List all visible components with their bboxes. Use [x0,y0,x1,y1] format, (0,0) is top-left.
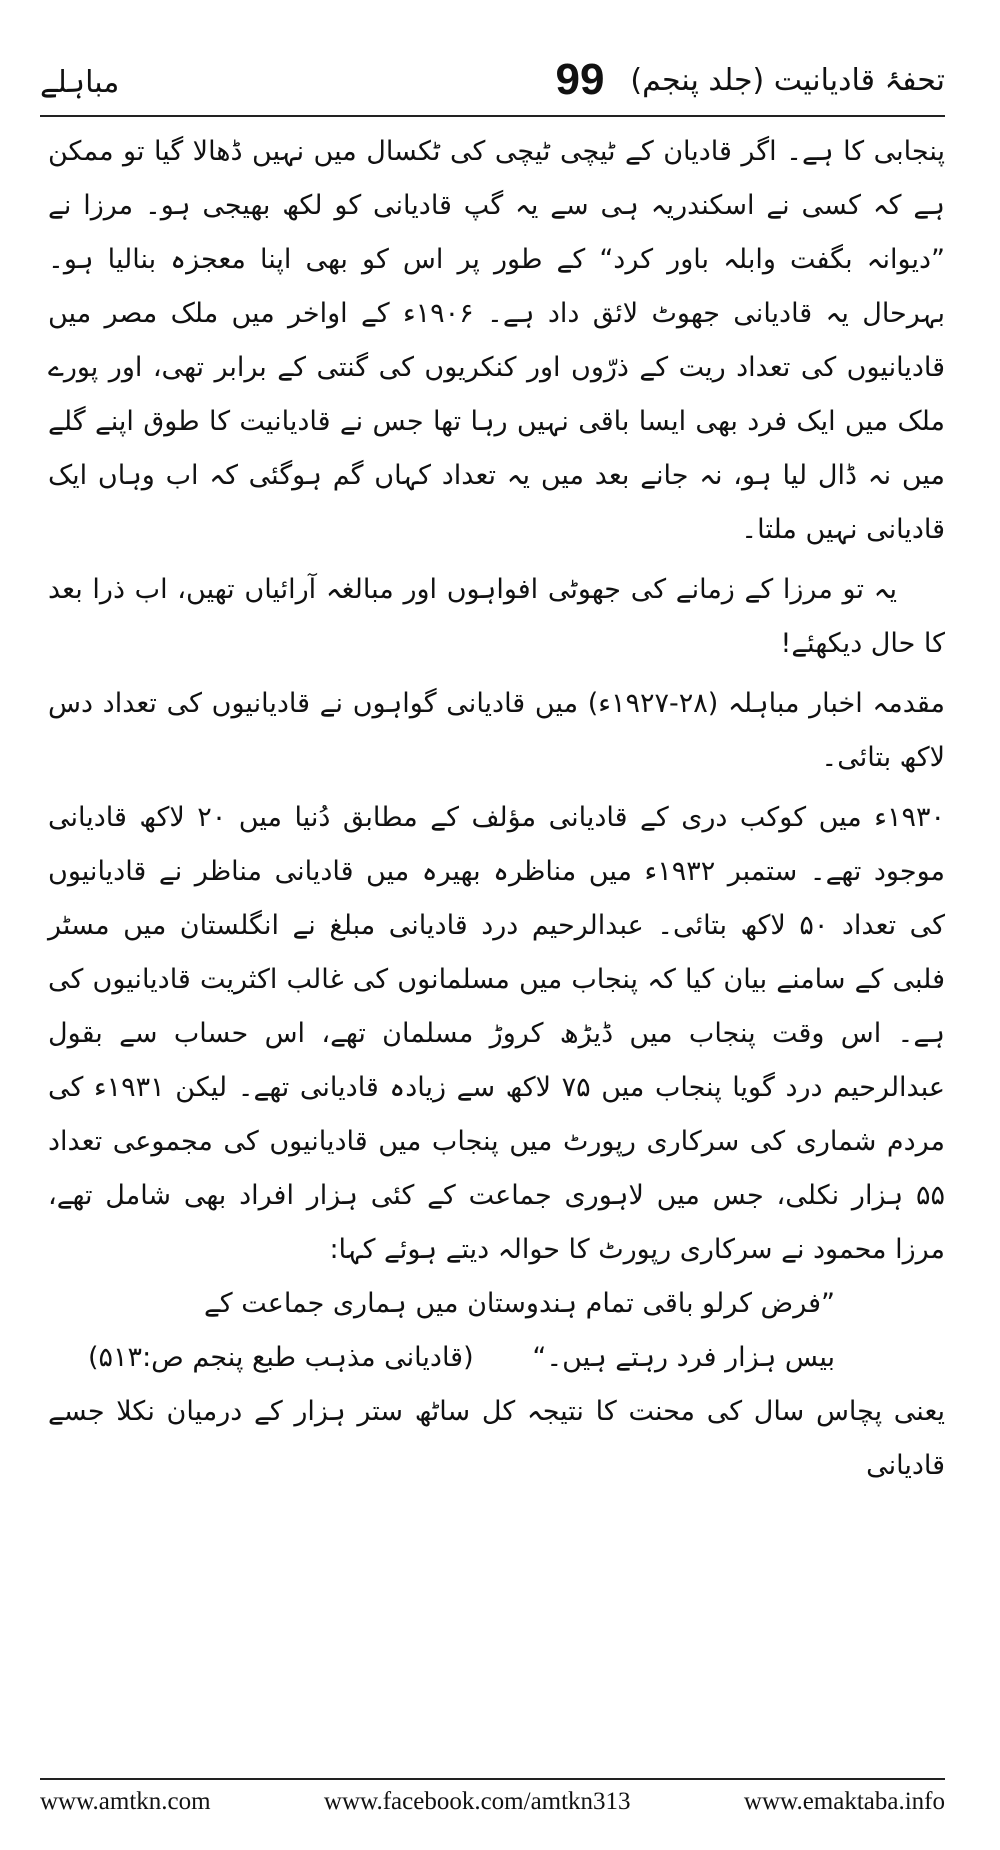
block-quote [48,1277,945,1385]
quote-line: بیس ہزار فرد رہتے ہیں۔“ [532,1342,835,1373]
quote-citation: (قادیانی مذہب طبع پنجم ص:۵۱۳) [88,1342,474,1373]
footer-rule [40,1778,945,1780]
page-body [48,125,945,1493]
quote-line: ”فرض کرلو باقی تمام ہندوستان میں ہماری جماعت کے [203,1288,835,1319]
header-rule [40,115,945,117]
page-number: 99 [555,55,605,104]
chapter-title: مباہلے [40,65,120,100]
paragraph: یعنی پچاس سال کی محنت کا نتیجہ کل ساٹھ ستر ہزار کے درمیان نکلا جسے قادیانی [48,1396,945,1481]
paragraph: یہ تو مرزا کے زمانے کی جھوٹی افواہوں اور مبالغہ آرائیاں تھیں، اب ذرا بعد کا حال دیکھئے! [48,574,945,659]
paragraph: ۱۹۳۰ء میں کوکب دری کے قادیانی مؤلف کے مطابق دُنیا میں ۲۰ لاکھ قادیانی موجود تھے۔ ستمبر ۱۹۳۲ء میں مناظرہ بھیرہ میں قادیانی مناظر نے قادیانیوں کی تعداد ۵۰ لاکھ بتائی۔ عبدالرحیم درد قادیانی مبلغ نے انگلستان میں مسٹر فلبی کے سامنے بیان کیا کہ پنجاب میں مسلمانوں کی غالب اکثریت قادیانیوں کی ہے۔ اس وقت پنجاب میں ڈیڑھ کروڑ مسلمان تھے، اس حساب سے بقول عبدالرحیم درد گویا پنجاب میں ۷۵ لاکھ سے زیادہ قادیانی تھے۔ لیکن ۱۹۳۱ء کی مردم شماری کی سرکاری رپورٹ میں پنجاب میں قادیانیوں کی مجموعی تعداد ۵۵ ہزار نکلی، جس میں لاہوری جماعت کے کئی ہزار افراد بھی شامل تھے، مرزا محمود نے سرکاری رپورٹ کا حوالہ دیتے ہوئے کہا: [48,802,945,1265]
book-title: تحفۂ قادیانیت (جلد پنجم) [630,63,945,98]
page-header [40,55,945,115]
footer-link[interactable]: www.amtkn.com [40,1788,211,1815]
footer-link[interactable]: www.emaktaba.info [743,1788,945,1815]
page-footer [40,1784,945,1824]
footer-link[interactable]: www.facebook.com/amtkn313 [323,1788,631,1815]
paragraph: پنجابی کا ہے۔ اگر قادیان کے ٹیچی ٹیچی کی ٹکسال میں نہیں ڈھالا گیا تو ممکن ہے کہ کسی نے اسکندریہ ہی سے یہ گپ قادیانی کو لکھ بھیجی ہو۔ مرزا نے ”دیوانہ بگفت وابلہ باور کرد“ کے طور پر اس کو بھی اپنا معجزہ بنالیا ہو۔ بہرحال یہ قادیانی جھوٹ لائق داد ہے۔ ۱۹۰۶ء کے اواخر میں ملک مصر میں قادیانیوں کی تعداد ریت کے ذرّوں اور کنکریوں کی گنتی کے برابر تھی، اور پورے ملک میں ایک فرد بھی ایسا باقی نہیں رہا تھا جس نے قادیانیت کا طوق اپنے گلے میں نہ ڈال لیا ہو، نہ جانے بعد میں یہ تعداد کہاں گم ہوگئی کہ اب وہاں ایک قادیانی نہیں ملتا۔ [48,136,945,545]
paragraph: مقدمہ اخبار مباہلہ (۲۸-۱۹۲۷ء) میں قادیانی گواہوں نے قادیانیوں کی تعداد دس لاکھ بتائی۔ [48,688,945,773]
quote-last-line [88,1331,835,1385]
